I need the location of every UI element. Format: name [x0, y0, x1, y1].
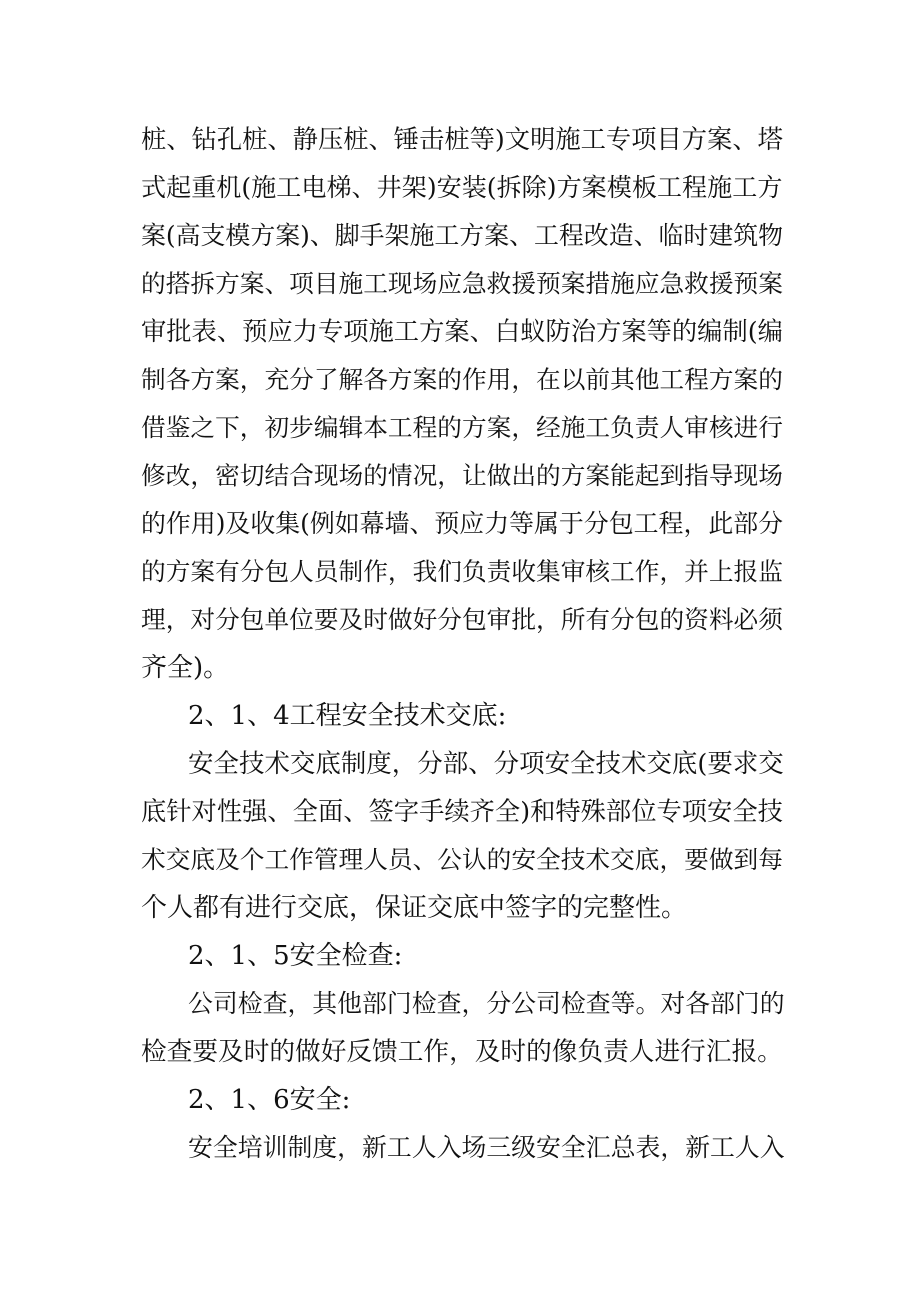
paragraph-2-line-3: 术交底及个工作管理人员、公认的安全技术交底，要做到每: [141, 845, 783, 874]
section-heading-2-1-5: 2、1、5安全检查:: [188, 941, 403, 971]
paragraph-1-line-1: 桩、钻孔桩、静压桩、锤击桩等)文明施工专项目方案、塔: [141, 125, 783, 154]
paragraph-1-line-7: 借鉴之下，初步编辑本工程的方案，经施工负责人审核进行: [141, 413, 783, 442]
section-heading-2-1-4: 2、1、4工程安全技术交底:: [188, 701, 507, 731]
paragraph-1-line-12: 齐全)。: [141, 653, 230, 683]
paragraph-2-line-4: 个人都有进行交底，保证交底中签字的完整性。: [141, 893, 688, 923]
paragraph-1-line-8: 修改，密切结合现场的情况，让做出的方案能起到指导现场: [141, 461, 783, 490]
paragraph-1-line-10: 的方案有分包人员制作，我们负责收集审核工作，并上报监: [141, 557, 783, 586]
paragraph-1-line-6: 制各方案，充分了解各方案的作用，在以前其他工程方案的: [141, 365, 783, 394]
paragraph-1-line-5: 审批表、预应力专项施工方案、白蚁防治方案等的编制(编: [141, 317, 783, 346]
paragraph-2-line-2: 底针对性强、全面、签字手续齐全)和特殊部位专项安全技: [141, 797, 783, 826]
paragraph-1-line-9: 的作用)及收集(例如幕墙、预应力等属于分包工程，此部分: [141, 509, 784, 538]
paragraph-1-line-3: 案(高支模方案)、脚手架施工方案、工程改造、临时建筑物: [141, 221, 784, 250]
paragraph-4-line-1: 安全培训制度，新工人入场三级安全汇总表，新工人入: [188, 1133, 785, 1162]
paragraph-1-line-4: 的搭拆方案、项目施工现场应急救援预案措施应急救援预案: [141, 269, 783, 298]
paragraph-1-line-11: 理，对分包单位要及时做好分包审批，所有分包的资料必须: [141, 605, 783, 634]
document-body: [141, 116, 783, 1172]
paragraph-3-line-2: 检查要及时的做好反馈工作，及时的像负责人进行汇报。: [141, 1037, 783, 1067]
paragraph-2-line-1: 安全技术交底制度，分部、分项安全技术交底(要求交: [188, 749, 784, 779]
section-heading-2-1-6: 2、1、6安全:: [188, 1085, 351, 1115]
paragraph-1-line-2: 式起重机(施工电梯、井架)安装(拆除)方案模板工程施工方: [141, 173, 783, 202]
paragraph-3-line-1: 公司检查，其他部门检查，分公司检查等。对各部门的: [188, 989, 785, 1018]
